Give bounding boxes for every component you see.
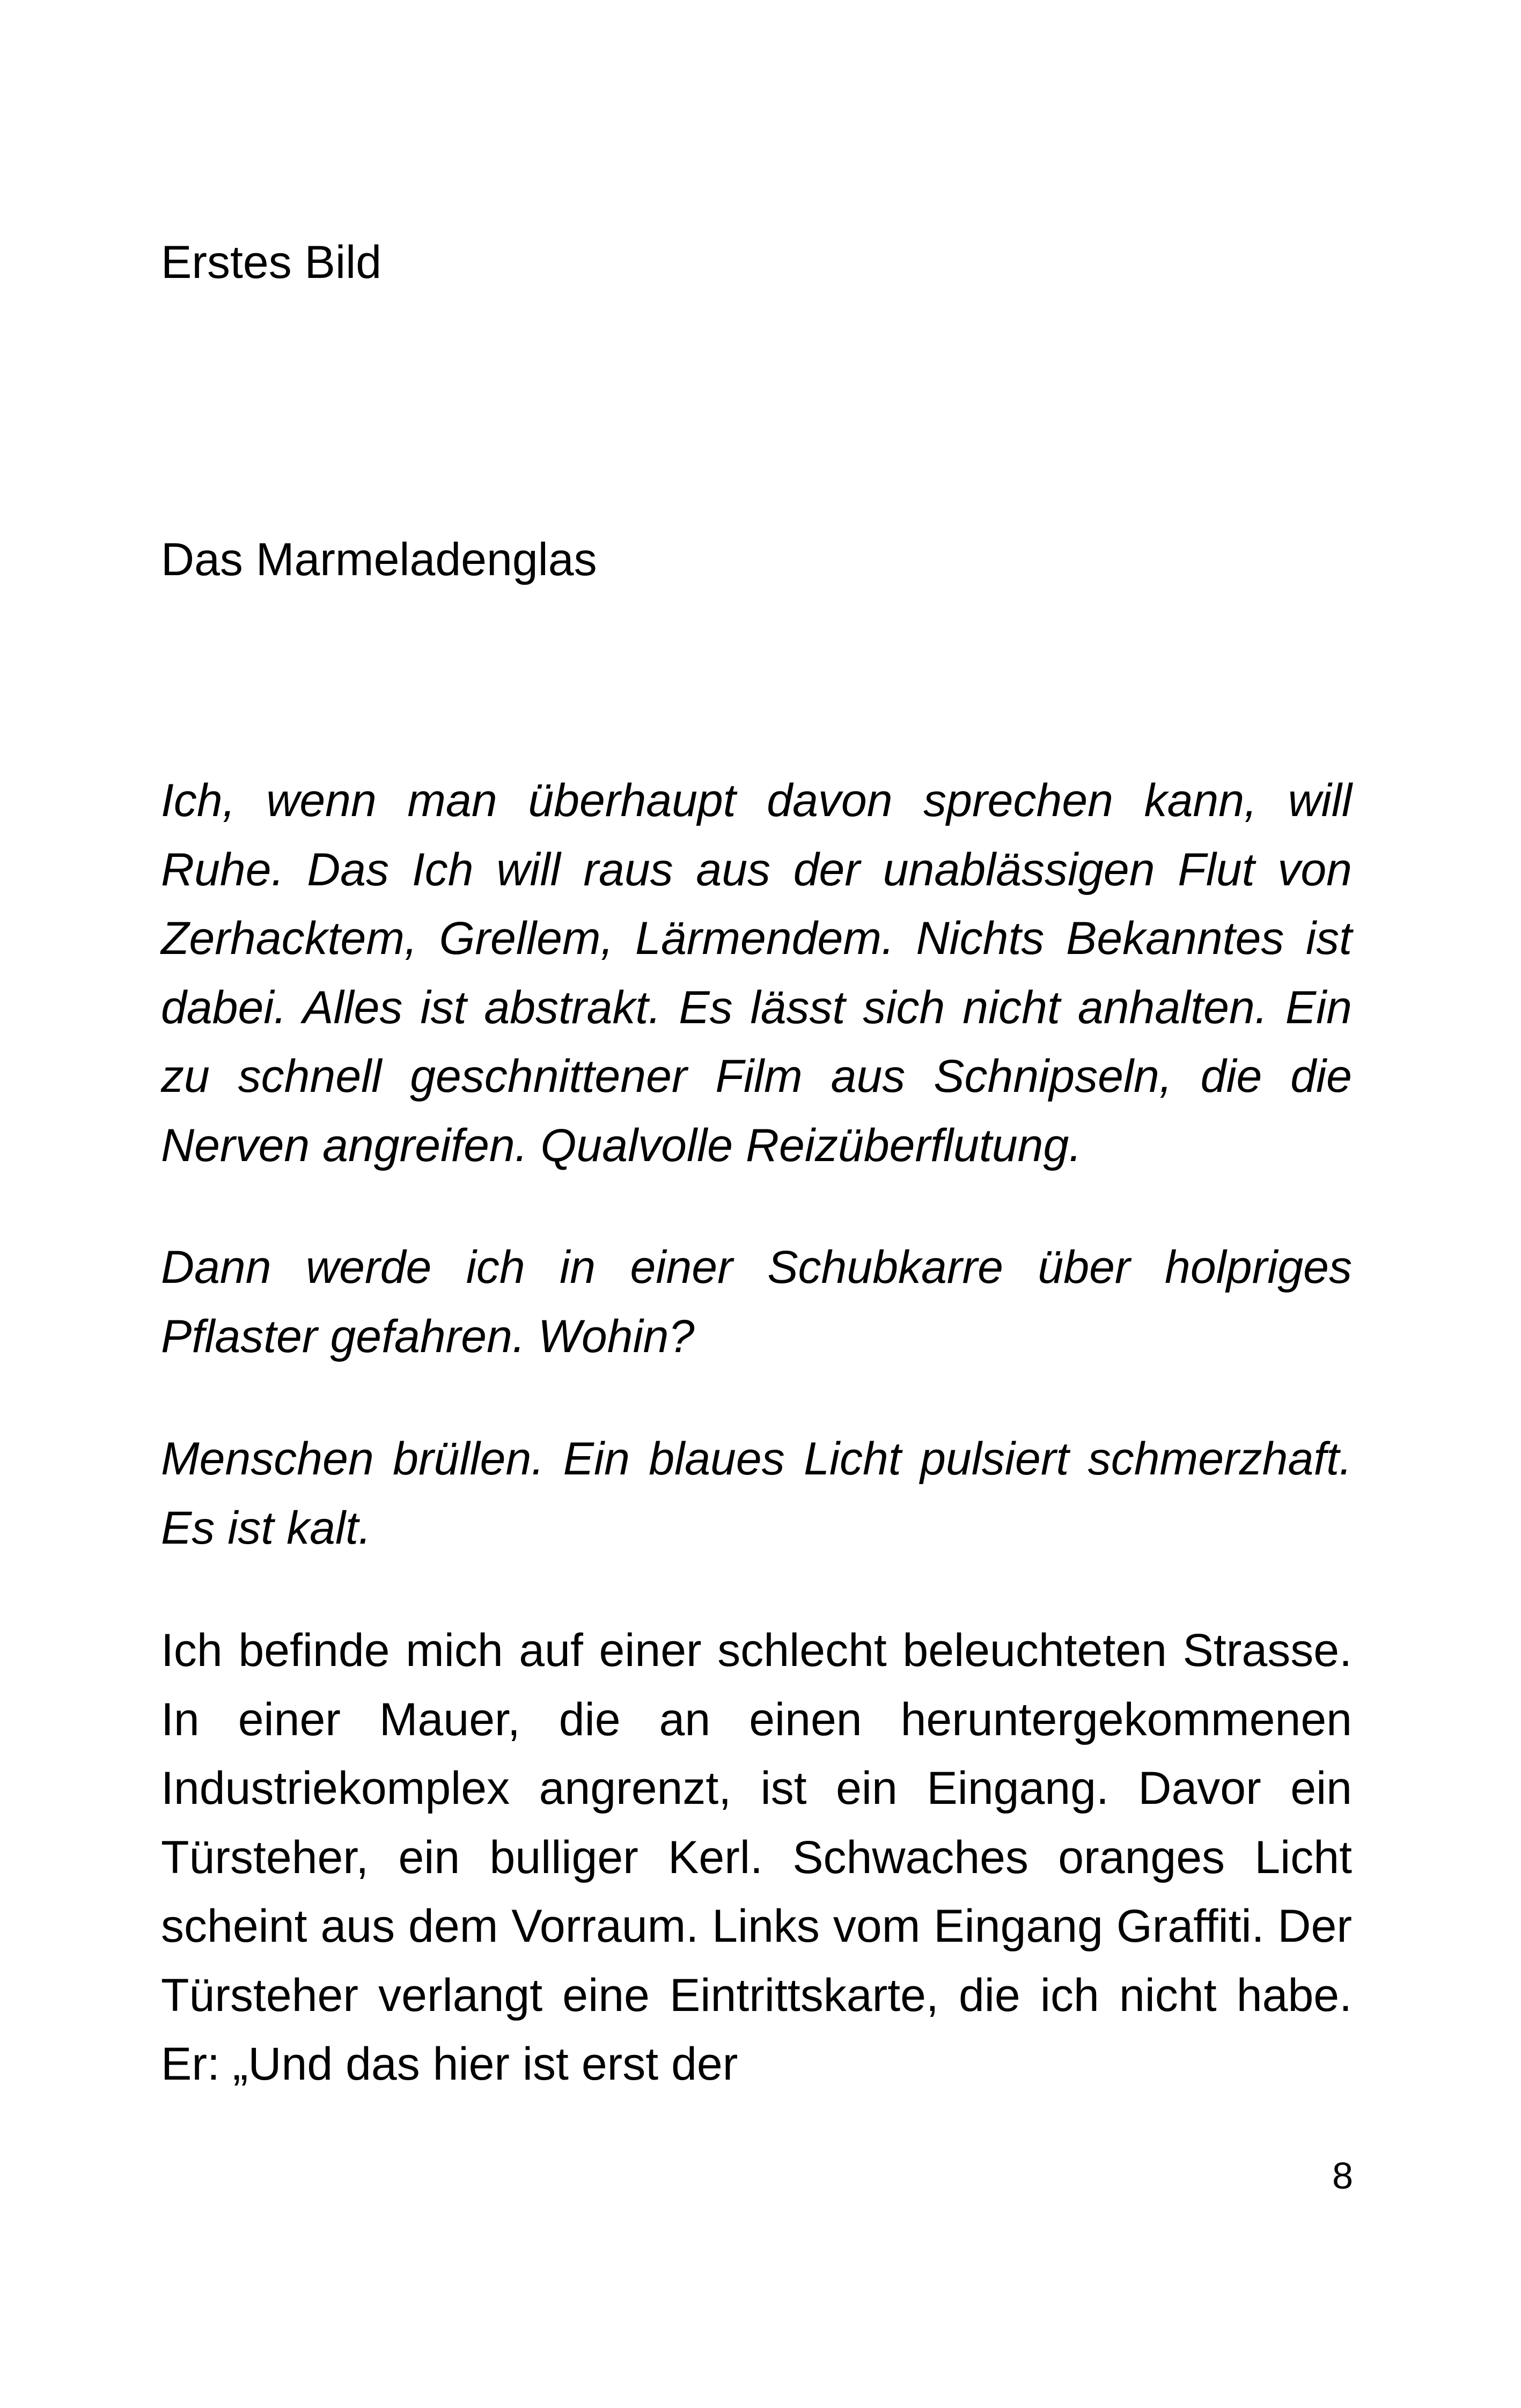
paragraph-3: Menschen brüllen. Ein blaues Licht pulsiert schmerzhaft. Es ist kalt. bbox=[161, 1433, 1352, 1554]
chapter-heading: Erstes Bild bbox=[161, 237, 382, 288]
chapter-title: Das Marmeladenglas bbox=[161, 534, 597, 585]
paragraph-4: Ich befinde mich auf einer schlecht beleuchteten Strasse. In einer Mauer, die an einen heruntergekommenen Industriekomplex angrenzt, ist ein Eingang. Davor ein Türsteher, ein bulliger Kerl. Schwaches oranges Licht scheint aus dem Vorraum. Links vom Eingang Graffiti. Der Türsteher verlangt eine Eintrittskarte, die ich nicht habe. Er: „Und das hier ist erst der bbox=[161, 1625, 1352, 2090]
paragraph-1: Ich, wenn man überhaupt davon sprechen kann, will Ruhe. Das Ich will raus aus der unablässigen Flut von Zerhacktem, Grellem, Lärmendem. Nichts Bekanntes ist dabei. Alles ist abstrakt. Es lässt sich nicht anhalten. Ein zu schnell geschnittener Film aus Schnipseln, die die Nerven angreifen. Qualvolle Reizüberflutung. bbox=[161, 775, 1352, 1171]
page-number: 8 bbox=[1332, 2155, 1353, 2197]
paragraph-2: Dann werde ich in einer Schubkarre über holpriges Pflaster gefahren. Wohin? bbox=[161, 1242, 1352, 1362]
